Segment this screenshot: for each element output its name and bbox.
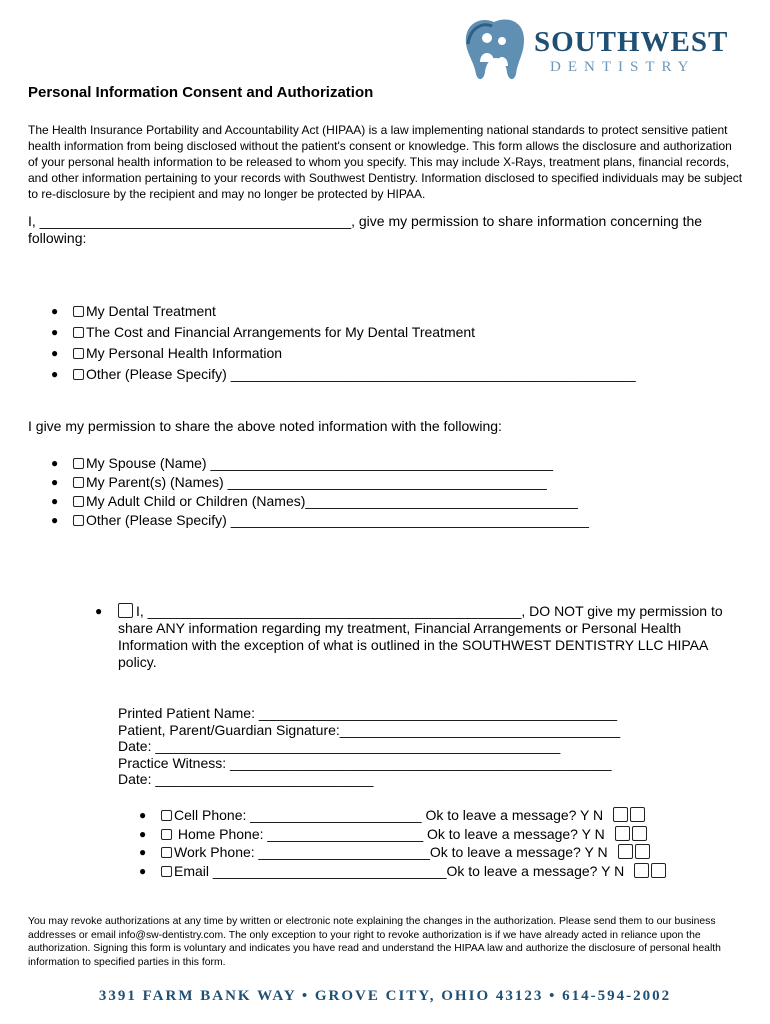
tooth-family-icon (458, 14, 534, 84)
checkbox[interactable] (73, 327, 84, 338)
brand-name: SOUTHWEST (534, 26, 729, 58)
checkbox[interactable] (161, 847, 172, 858)
checkbox[interactable] (73, 496, 84, 507)
bullet-icon: ● (51, 475, 59, 489)
bullet-icon: ● (139, 845, 147, 859)
bullet-icon: ● (139, 863, 147, 878)
no-checkbox[interactable] (651, 863, 666, 878)
list-item: ● Email ______________________________Ok to leave a message? Y N (161, 863, 668, 882)
bullet-icon: ● (95, 604, 103, 618)
footer-note: You may revoke authorizations at any time by written or electronic note explaining the changes in the authorization. Please send them to our business addresses or email info@sw-dentistry.com. The only exception to your right to revoke authorization is if we have already acted in reliance upon the authorization. Signing this form is voluntary and indicates you have read and understand the HIPAA law and authorize the disclosure of personal health information to specified parties in this form. (28, 916, 721, 968)
checkbox[interactable] (73, 477, 84, 488)
permission-line: I, ________________________________________, give my permission to share information concerning the following: (28, 213, 703, 246)
list-item: ● Other (Please Specify) ______________________________________________ (51, 512, 589, 528)
yes-checkbox[interactable] (634, 863, 649, 878)
list-item: ● The Cost and Financial Arrangements for My Dental Treatment (51, 324, 476, 340)
list-item: ● My Spouse (Name) ____________________________________________ (51, 455, 554, 471)
no-checkbox[interactable] (635, 844, 650, 859)
list-item: ● My Dental Treatment (51, 303, 216, 319)
checkbox[interactable] (161, 810, 172, 821)
bullet-icon: ● (51, 456, 59, 470)
yes-checkbox[interactable] (613, 807, 628, 822)
no-checkbox[interactable] (630, 807, 645, 822)
no-checkbox[interactable] (632, 826, 647, 841)
yes-checkbox[interactable] (618, 844, 633, 859)
witness-field[interactable]: Practice Witness: _________________________________________________ (118, 754, 612, 771)
brand-logo (458, 14, 748, 84)
date-field[interactable]: Date: ____________________________________________________ (118, 738, 561, 754)
brand-subtitle: DENTISTRY (550, 59, 696, 75)
yes-checkbox[interactable] (615, 826, 630, 841)
bullet-icon: ● (139, 826, 147, 841)
list-item: ● My Personal Health Information (51, 345, 283, 361)
printed-name-field[interactable]: Printed Patient Name: ______________________________________________ (118, 705, 618, 721)
address-line: 3391 FARM BANK WAY • GROVE CITY, OHIO 43123 • 614-594-2002 (98, 988, 672, 1004)
checkbox[interactable] (73, 369, 84, 380)
list-item: ● Home Phone: ____________________ Ok to leave a message? Y N (161, 826, 668, 845)
page-title: Personal Information Consent and Authorization (28, 84, 374, 101)
bullet-icon: ● (139, 808, 147, 822)
bullet-icon: ● (51, 346, 59, 360)
list-item: ● Other (Please Specify) ____________________________________________________ (51, 366, 636, 382)
list-item: ● Work Phone: ______________________Ok to leave a message? Y N (161, 844, 668, 863)
list-item: ● My Parent(s) (Names) _________________________________________ (51, 474, 547, 490)
bullet-icon: ● (51, 513, 59, 527)
intro-paragraph: The Health Insurance Portability and Accountability Act (HIPAA) is a law implementing national standards to protect sensitive patient health information from being disclosed without the patient's consent or knowledge. This form allows the disclosure and authorization of your personal health information to be released to whom you specify. This may include X-Rays, treatment plans, financial records, and other information pertaining to your records with Southwest Dentistry. Information disclosed to specified individuals may be subject to re-disclosure by the recipient and may no longer be protected by HIPAA. (28, 123, 743, 201)
checkbox[interactable] (73, 348, 84, 359)
bullet-icon: ● (51, 367, 59, 381)
list-item: ● My Adult Child or Children (Names)___________________________________ (51, 493, 578, 509)
bullet-icon: ● (51, 325, 59, 339)
bullet-icon: ● (51, 494, 59, 508)
contact-list (139, 807, 668, 881)
info-items-list (51, 302, 636, 386)
list-item: ● Cell Phone: ______________________ Ok to leave a message? Y N (161, 807, 668, 826)
checkbox[interactable] (73, 515, 84, 526)
deny-statement: I, ________________________________________________, DO NOT give my permission to share ANY information regarding my treatment, Financial Arrangements or Personal Health Information with the exception of what is outlined in the SOUTHWEST DENTISTRY LLC HIPAA policy. (118, 603, 723, 670)
checkbox[interactable] (73, 458, 84, 469)
signature-field[interactable]: Patient, Parent/Guardian Signature:____________________________________ (118, 721, 621, 738)
bullet-icon: ● (51, 304, 59, 318)
share-with-intro: I give my permission to share the above noted information with the following: (28, 418, 502, 434)
signature-block (118, 705, 620, 788)
deny-checkbox[interactable] (118, 603, 133, 618)
checkbox[interactable] (161, 866, 172, 877)
witness-date-field[interactable]: Date: ____________________________ (118, 771, 374, 787)
share-with-list (51, 455, 589, 531)
checkbox[interactable] (73, 306, 84, 317)
checkbox[interactable] (161, 829, 172, 840)
